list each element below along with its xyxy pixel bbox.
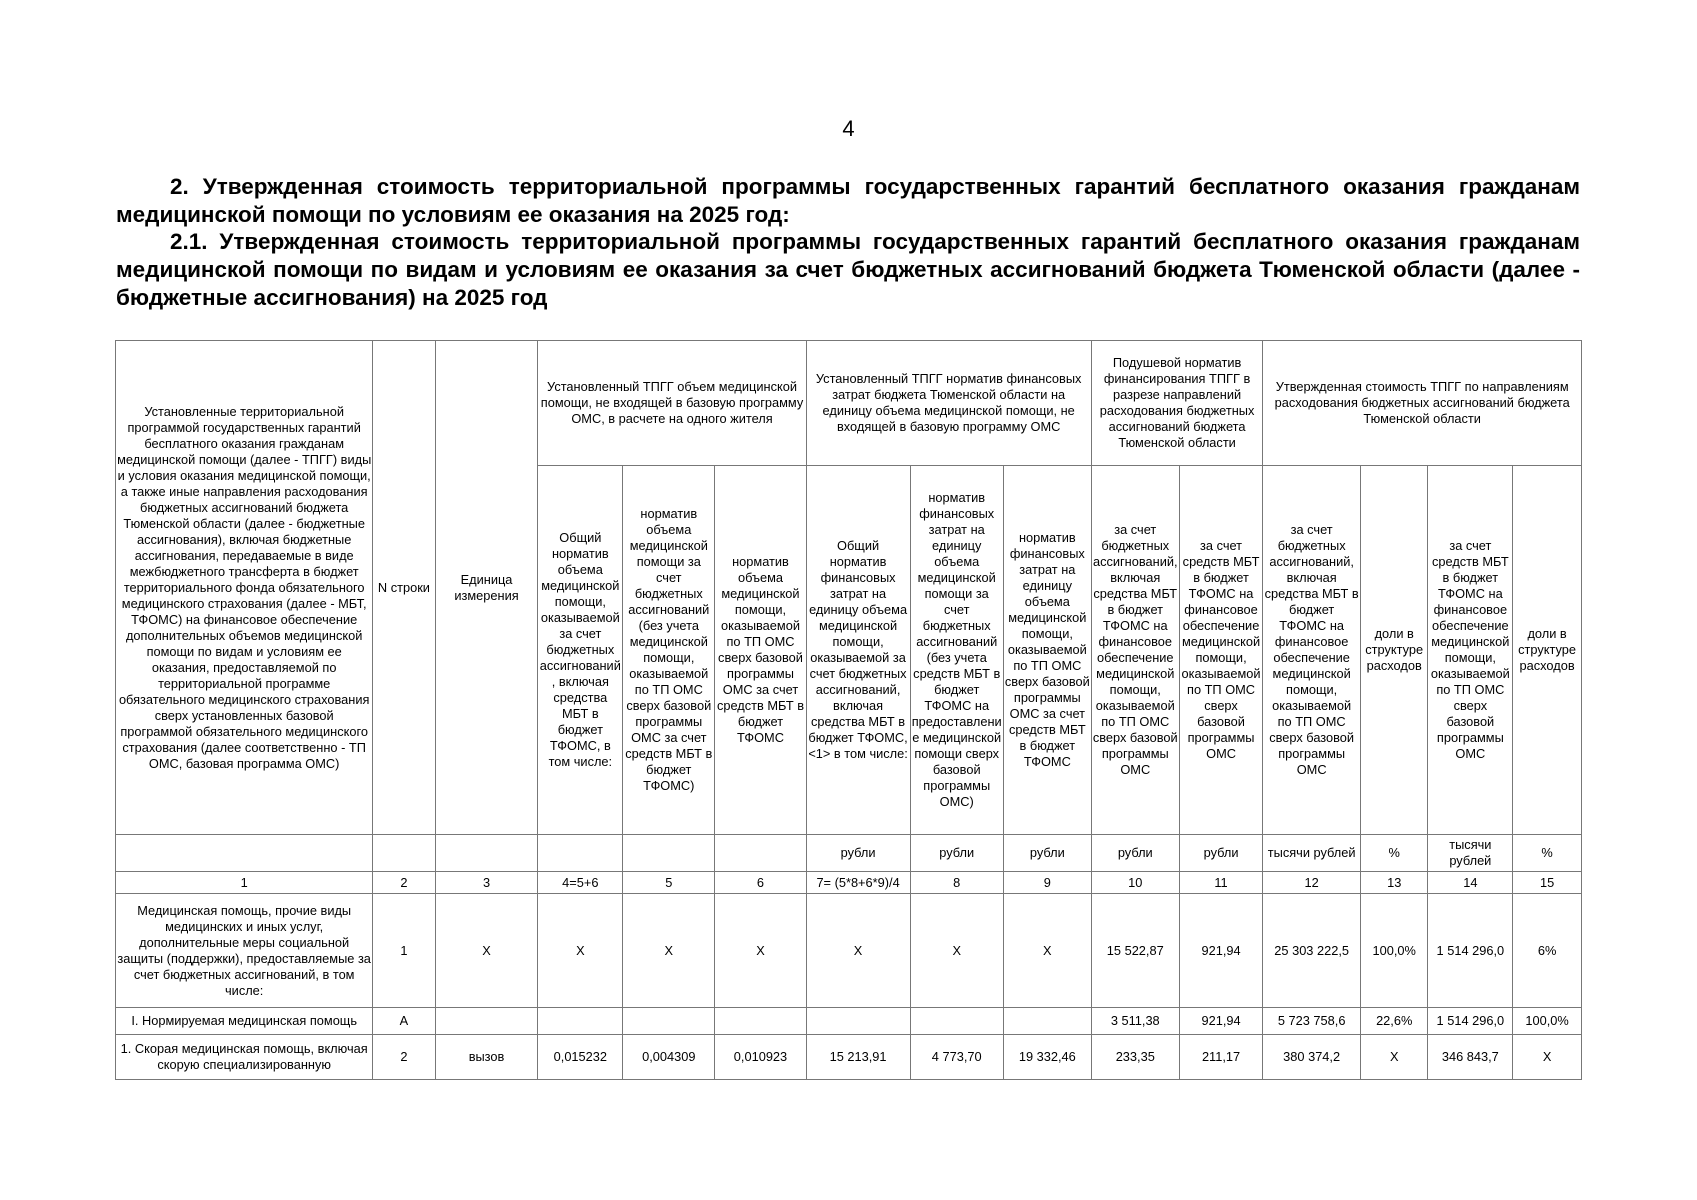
table-cell: X [623, 894, 715, 1008]
header-col-3: Единица измерения [435, 341, 538, 835]
table-cell: 5 723 758,6 [1263, 1008, 1361, 1035]
unit-cell: % [1513, 835, 1582, 872]
unit-cell: рубли [1179, 835, 1263, 872]
unit-cell [116, 835, 373, 872]
heading-section-2-1-text: 2.1. Утвержденная стоимость территориальной программы государственных гарантий бесплатного оказания гражданам медицинской помощи по видам и условиям ее оказания за счет бюджетных ассигнований бюджета Тюменской области (далее - бюджетные ассигнования) на 2025 год [116, 229, 1580, 310]
header-col-2: N строки [373, 341, 435, 835]
table-cell: 4 773,70 [910, 1035, 1003, 1080]
table-cell: X [1360, 1035, 1428, 1080]
column-number: 7= (5*8+6*9)/4 [806, 872, 910, 894]
table-cell: 380 374,2 [1263, 1035, 1361, 1080]
column-number: 5 [623, 872, 715, 894]
heading-section-2-1 [116, 228, 1580, 312]
table-row [116, 1008, 1582, 1035]
header-col-10: за счет бюджетных ассигнований, включая средства МБТ в бюджет ТФОМС на финансовое обеспечение медицинской помощи, оказываемой по ТП ОМС сверх базовой программы ОМС [1091, 466, 1179, 835]
header-col-13: доли в структуре расходов [1360, 466, 1428, 835]
table-cell [910, 1008, 1003, 1035]
table-cell: X [715, 894, 806, 1008]
header-col-9: норматив финансовых затрат на единицу объема медицинской помощи, оказываемой по ТП ОМС сверх базовой программы ОМС за счет средств МБТ в бюджет ТФОМС [1003, 466, 1091, 835]
unit-cell: рубли [910, 835, 1003, 872]
header-col-7: Общий норматив финансовых затрат на единицу объема медицинской помощи, оказываемой за счет бюджетных ассигнований, включая средства МБТ в бюджет ТФОМС, <1> в том числе: [806, 466, 910, 835]
unit-cell: рубли [806, 835, 910, 872]
header-col-6: норматив объема медицинской помощи, оказываемой по ТП ОМС сверх базовой программы ОМС за счет средств МБТ в бюджет ТФОМС [715, 466, 806, 835]
table-cell: 15 213,91 [806, 1035, 910, 1080]
column-number: 12 [1263, 872, 1361, 894]
table-cell: X [538, 894, 623, 1008]
unit-cell: тысячи рублей [1428, 835, 1513, 872]
table-cell: 2 [373, 1035, 435, 1080]
column-number: 11 [1179, 872, 1263, 894]
table-cell: X [435, 894, 538, 1008]
table-row [116, 894, 1582, 1008]
column-numbers-row [116, 872, 1582, 894]
header-col-11: за счет средств МБТ в бюджет ТФОМС на финансовое обеспечение медицинской помощи, оказываемой по ТП ОМС сверх базовой программы ОМС [1179, 466, 1263, 835]
header-col-1: Установленные территориальной программой государственных гарантий бесплатного оказания гражданам медицинской помощи (далее - ТПГГ) виды и условия оказания медицинской помощи, а также иные направления расходования бюджетных ассигнований бюджета Тюменской области (далее - бюджетные ассигнования), включая бюджетные ассигнования, передаваемые в виде межбюджетного трансферта в бюджет территориального фонда обязательного медицинского страхования (далее - МБТ, ТФОМС) на финансовое обеспечение дополнительных объемов медицинской помощи по видам и условиям ее оказания, предоставляемой по территориальной программе обязательного медицинского страхования сверх установленных базовой программой обязательного медицинского страхования (далее соответственно - ТП ОМС, базовая программа ОМС) [116, 341, 373, 835]
row-label: Медицинская помощь, прочие виды медицинских и иных услуг, дополнительные меры социальной защиты (поддержки), предоставляемые за счет бюджетных ассигнований, в том числе: [116, 894, 373, 1008]
table-row [116, 1035, 1582, 1080]
table-cell: X [806, 894, 910, 1008]
table-cell [435, 1008, 538, 1035]
column-number: 10 [1091, 872, 1179, 894]
page-number: 4 [842, 116, 855, 141]
table-cell [715, 1008, 806, 1035]
table-cell: 22,6% [1360, 1008, 1428, 1035]
table-cell: 0,015232 [538, 1035, 623, 1080]
table-cell [806, 1008, 910, 1035]
unit-cell [435, 835, 538, 872]
units-row [116, 835, 1582, 872]
unit-cell [715, 835, 806, 872]
column-number: 9 [1003, 872, 1091, 894]
unit-cell: рубли [1003, 835, 1091, 872]
table-cell: 6% [1513, 894, 1582, 1008]
header-group-approved-cost: Утвержденная стоимость ТПГГ по направлениям расходования бюджетных ассигнований бюджета Тюменской области [1263, 341, 1582, 466]
unit-cell: тысячи рублей [1263, 835, 1361, 872]
column-number: 13 [1360, 872, 1428, 894]
header-col-14: за счет средств МБТ в бюджет ТФОМС на финансовое обеспечение медицинской помощи, оказываемой по ТП ОМС сверх базовой программы ОМС [1428, 466, 1513, 835]
unit-cell [538, 835, 623, 872]
column-number: 4=5+6 [538, 872, 623, 894]
table-cell: 3 511,38 [1091, 1008, 1179, 1035]
unit-cell: рубли [1091, 835, 1179, 872]
unit-cell [623, 835, 715, 872]
table-cell: 346 843,7 [1428, 1035, 1513, 1080]
cost-table [115, 340, 1582, 1080]
column-number: 8 [910, 872, 1003, 894]
table-cell: 0,010923 [715, 1035, 806, 1080]
table-cell: 1 514 296,0 [1428, 1008, 1513, 1035]
table-cell [623, 1008, 715, 1035]
table-cell: 19 332,46 [1003, 1035, 1091, 1080]
table-cell: X [1513, 1035, 1582, 1080]
table-cell: 25 303 222,5 [1263, 894, 1361, 1008]
table-cell: 921,94 [1179, 1008, 1263, 1035]
row-label: I. Нормируемая медицинская помощь [116, 1008, 373, 1035]
header-col-12: за счет бюджетных ассигнований, включая средства МБТ в бюджет ТФОМС на финансовое обеспечение медицинской помощи, оказываемой по ТП ОМС сверх базовой программы ОМС [1263, 466, 1361, 835]
row-label: 1. Скорая медицинская помощь, включая скорую специализированную [116, 1035, 373, 1080]
table-cell: 233,35 [1091, 1035, 1179, 1080]
header-group-per-capita: Подушевой норматив финансирования ТПГГ в разрезе направлений расходования бюджетных ассигнований бюджета Тюменской области [1091, 341, 1263, 466]
table-cell: А [373, 1008, 435, 1035]
header-col-5: норматив объема медицинской помощи за счет бюджетных ассигнований (без учета медицинской помощи, оказываемой по ТП ОМС сверх базовой программы ОМС за счет средств МБТ в бюджет ТФОМС) [623, 466, 715, 835]
column-number: 1 [116, 872, 373, 894]
header-col-8: норматив финансовых затрат на единицу объема медицинской помощи за счет бюджетных ассигнований (без учета средств МБТ в бюджет ТФОМС на предоставление медицинской помощи сверх базовой программы ОМС) [910, 466, 1003, 835]
table-cell: X [910, 894, 1003, 1008]
table-cell: 0,004309 [623, 1035, 715, 1080]
table-cell: 1 514 296,0 [1428, 894, 1513, 1008]
header-group-cost-norm: Установленный ТПГГ норматив финансовых затрат бюджета Тюменской области на единицу объема медицинской помощи, не входящей в базовую программу ОМС [806, 341, 1091, 466]
table-cell: вызов [435, 1035, 538, 1080]
header-group-volume: Установленный ТПГГ объем медицинской помощи, не входящей в базовую программу ОМС, в расчете на одного жителя [538, 341, 806, 466]
table-cell: 1 [373, 894, 435, 1008]
table-cell: 100,0% [1513, 1008, 1582, 1035]
heading-section-2 [116, 173, 1580, 229]
table-cell [1003, 1008, 1091, 1035]
header-col-15: доли в структуре расходов [1513, 466, 1582, 835]
column-number: 2 [373, 872, 435, 894]
table-cell: 100,0% [1360, 894, 1428, 1008]
table-cell: X [1003, 894, 1091, 1008]
column-number: 15 [1513, 872, 1582, 894]
column-number: 14 [1428, 872, 1513, 894]
table-cell: 921,94 [1179, 894, 1263, 1008]
column-number: 3 [435, 872, 538, 894]
table-cell: 15 522,87 [1091, 894, 1179, 1008]
header-col-4: Общий норматив объема медицинской помощи, оказываемой за счет бюджетных ассигнований, включая средства МБТ в бюджет ТФОМС, в том числе: [538, 466, 623, 835]
table-cell [538, 1008, 623, 1035]
unit-cell [373, 835, 435, 872]
heading-section-2-text: 2. Утвержденная стоимость территориальной программы государственных гарантий бесплатного оказания гражданам медицинской помощи по условиям ее оказания на 2025 год: [116, 174, 1580, 227]
column-number: 6 [715, 872, 806, 894]
unit-cell: % [1360, 835, 1428, 872]
table-cell: 211,17 [1179, 1035, 1263, 1080]
